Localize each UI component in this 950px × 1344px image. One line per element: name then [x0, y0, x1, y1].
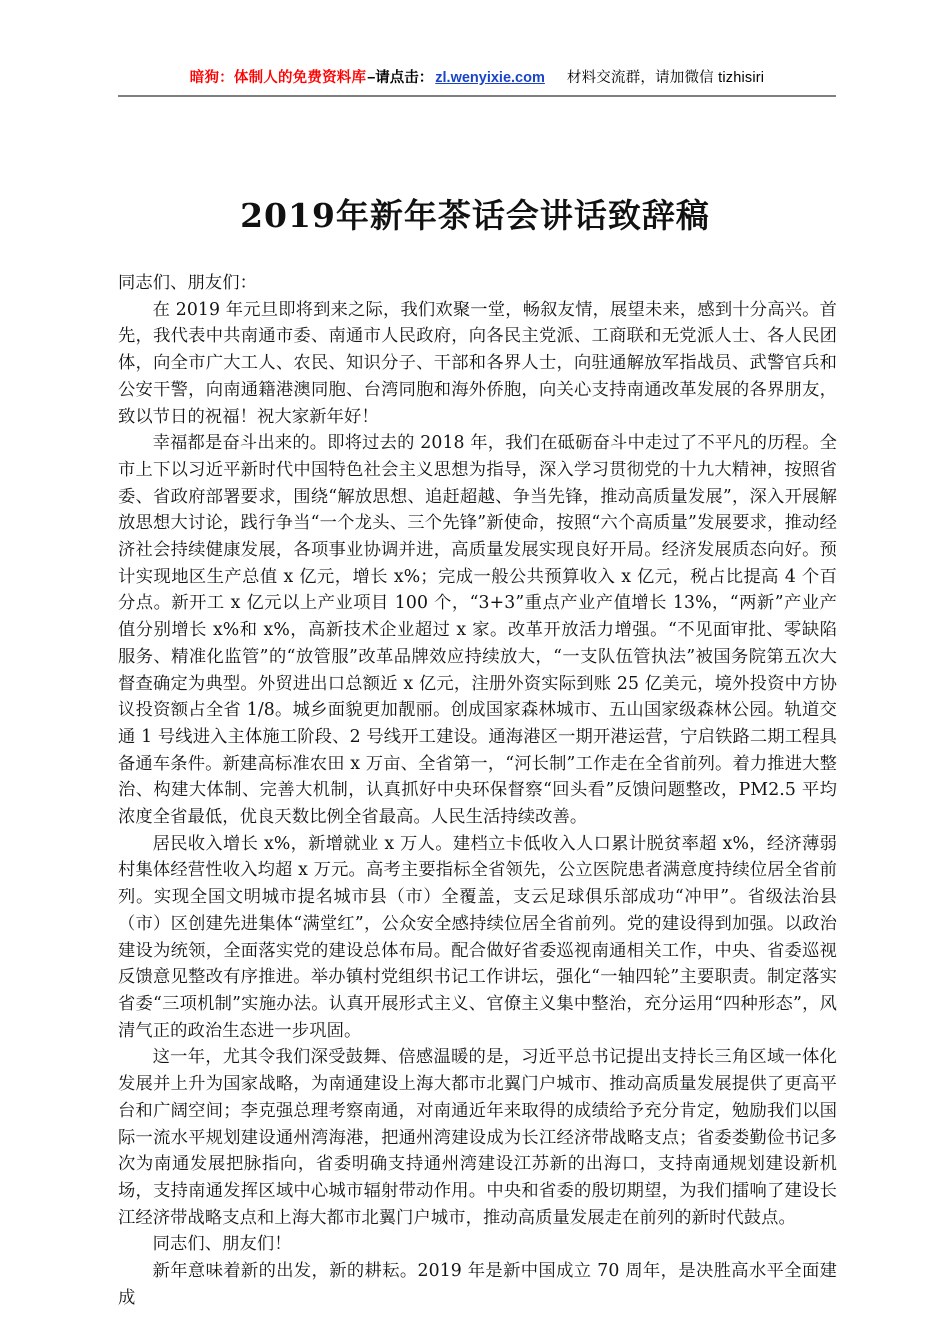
paragraph-achievements: 幸福都是奋斗出来的。即将过去的 2018 年，我们在砥砺奋斗中走过了不平凡的历程。全市上下以习近平新时代中国特色社会主义思想为指导，深入学习贯彻党的十九大精神，按照省委、省政府部署要求，围绕“解放思想、追赶超越、争当先锋，推动高质量发展”，深入开展解放思想大讨论，践行争当“一个龙头、三个先锋”新使命，按照“六个高质量”发展要求，推动经济社会持续健康发展，各项事业协调并进，高质量发展实现良好开局。经济发展质态向好。预计实现地区生产总值 x 亿元，增长 x%；完成一般公共预算收入 x 亿元，税占比提高 4 个百分点。新开工 x 亿元以上产业项目 100 个，“3+3”重点产业产值增长 13%，“两新”产业产值分别增长 x%和 x%，高新技术企业超过 x 家。改革开放活力增强。“不见面审批、零缺陷服务、精准化监管”的“放管服”改革品牌效应持续放大，“一支队伍管执法”被国务院第五次大督查确定为典型。外贸进出口总额近 x 亿元，注册外资实际到账 25 亿美元，境外投资中方协议投资额占全省 1/8。城乡面貌更加靓丽。创成国家森林城市、五山国家级森林公园。轨道交通 1 号线进入主体施工阶段、2 号线开工建设。通海港区一期开港运营，宁启铁路二期工程具备通车条件。新建高标准农田 x 万亩、全省第一，“河长制”工作走在全省前列。着力推进大整治、构建大体制、完善大机制，认真抓好中央环保督察“回头看”反馈问题整改，PM2.5 平均浓度全省最低，优良天数比例全省最高。人民生活持续改善。	[118, 433, 837, 828]
promo-site-name: 暗狗：体制人的免费资料库	[189, 69, 367, 86]
paragraph-strategy: 这一年，尤其令我们深受鼓舞、倍感温暖的是，习近平总书记提出支持长三角区域一体化发展并上升为国家战略，为南通建设上海大都市北翼门户城市、推动高质量发展提供了更高平台和广阔空间；李克强总理考察南通，对南通近年来取得的成绩给予充分肯定，勉励我们以国际一流水平规划建设通州湾海港，把通州湾建设成为长江经济带战略支点；省委娄勤俭书记多次为南通发展把脉指向，省委明确支持通州湾建设江苏新的出海口，支持南通规划建设新机场，支持南通发挥区域中心城市辐射带动作用。中央和省委的殷切期望，为我们擂响了建设长江经济带战略支点和上海大都市北翼门户城市，推动高质量发展走在前列的新时代鼓点。	[118, 1047, 837, 1228]
promo-site-link[interactable]: zl.wenyixie.com	[435, 69, 545, 86]
paragraph-livelihood: 居民收入增长 x%，新增就业 x 万人。建档立卡低收入人口累计脱贫率超 x%，经济薄弱村集体经营性收入均超 x 万元。高考主要指标全省领先，公立医院患者满意度持续位居全省前列。实现全国文明城市提名城市县（市）全覆盖，支云足球俱乐部成功“冲甲”。省级法治县（市）区创建先进集体“满堂红”，公众安全感持续位居全省前列。党的建设得到加强。以政治建设为统领，全面落实党的建设总体布局。配合做好省委巡视南通相关工作，中央、省委巡视反馈意见整改有序推进。举办镇村党组织书记工作讲坛，强化“一轴四轮”主要职责。制定落实省委“三项机制”实施办法。认真开展形式主义、官僚主义集中整治，充分运用“四种形态”，风清气正的政治生态进一步巩固。	[118, 833, 837, 1041]
promo-header-banner	[118, 64, 836, 92]
promo-click-label: –请点击：	[367, 69, 434, 86]
paragraph-salutation-second: 同志们、朋友们！	[152, 1234, 292, 1255]
paragraph-greeting: 在 2019 年元旦即将到来之际，我们欢聚一堂，畅叙友情，展望未来，感到十分高兴。首先，我代表中共南通市委、南通市人民政府，向各民主党派、工商联和无党派人士、各人民团体，向全市广大工人、农民、知识分子、干部和各界人士，向驻通解放军指战员、武警官兵和公安干警，向南通籍港澳同胞、台湾同胞和海外侨胞，向关心支持南通改革发展的各界朋友，致以节日的祝福！祝大家新年好！	[118, 299, 837, 427]
paragraph-salutation: 同志们、朋友们：	[118, 273, 258, 293]
promo-wechat-note: 材料交流群，请加微信 tizhisiri	[566, 69, 765, 86]
page-title: 2019年新年茶话会讲话致辞稿	[240, 196, 710, 236]
header-divider-rule	[118, 95, 836, 97]
document-body	[118, 270, 837, 1311]
paragraph-newyear-outlook: 新年意味着新的出发，新的耕耘。2019 年是新中国成立 70 周年，是决胜高水平全面建成	[118, 1261, 837, 1308]
